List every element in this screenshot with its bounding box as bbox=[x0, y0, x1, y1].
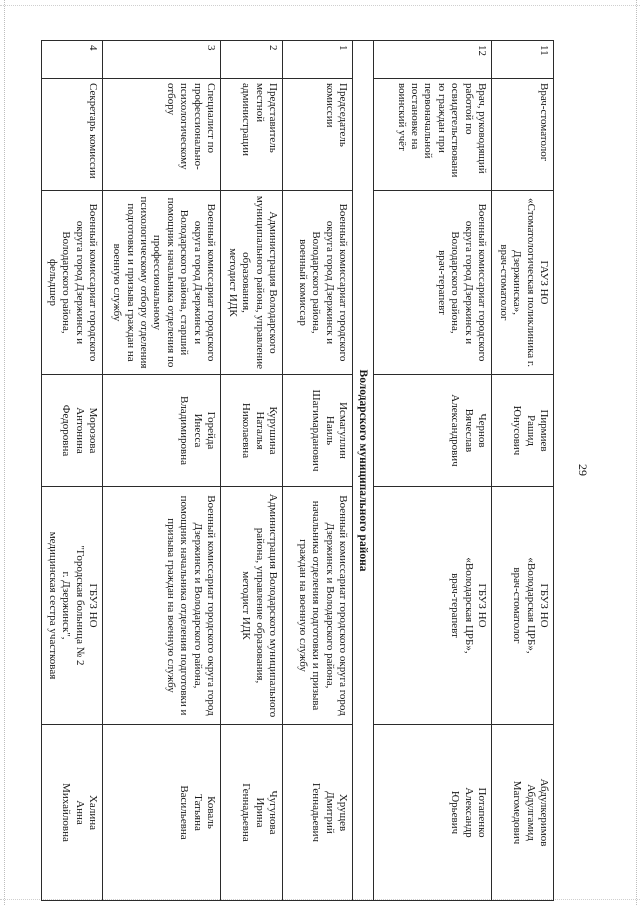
row-number: 4 bbox=[42, 41, 103, 79]
reserve-member-name-cell: Потапенко Александр Юрьевич bbox=[374, 725, 492, 901]
primary-member-name-cell: Морозова Антонина Федоровна bbox=[42, 375, 103, 487]
table-row bbox=[492, 41, 554, 901]
table-row bbox=[102, 41, 220, 901]
role-cell: Врач-стоматолог bbox=[492, 79, 554, 191]
row-number: 3 bbox=[102, 41, 220, 79]
table-row bbox=[42, 41, 103, 901]
reserve-organization-cell: Военный комиссариат городского округа город Дзержинск и Володарского района, помощник начальника отделения подготовки и призыва граждан на военную службу bbox=[102, 487, 220, 725]
scan-edge-top bbox=[0, 5, 640, 6]
primary-member-name-cell: Исмагуллин Наиль Шагимарданович bbox=[282, 375, 352, 487]
rotated-document-sheet bbox=[46, 40, 602, 900]
primary-organization-cell: ГАУЗ НО «Стоматологическая поликлиника г. Дзержинска», врач-стоматолог bbox=[492, 191, 554, 375]
role-cell: Председатель комиссии bbox=[282, 79, 352, 191]
row-number: 12 bbox=[374, 41, 492, 79]
primary-organization-cell: Военный комиссариат городского округа город Дзержинск и Володарского района, фельдшер bbox=[42, 191, 103, 375]
reserve-organization-cell: ГБУЗ НО "Городская больница № 2 г. Дзержинск", медицинская сестра участковая bbox=[42, 487, 103, 725]
section-header-row bbox=[352, 41, 373, 901]
reserve-organization-cell: Администрация Володарского муниципального района, управление образования, методист ИДК bbox=[220, 487, 282, 725]
scan-edge-right bbox=[636, 0, 637, 905]
reserve-member-name-cell: Абдулкеримов Абдулгамид Магомедович bbox=[492, 725, 554, 901]
role-cell: Секретарь комиссии bbox=[42, 79, 103, 191]
table-row bbox=[282, 41, 352, 901]
scan-edge-left bbox=[4, 0, 5, 905]
row-number: 11 bbox=[492, 41, 554, 79]
section-title: Володарского муниципального района bbox=[352, 41, 373, 901]
primary-member-name-cell: Курушина Наталья Николаевна bbox=[220, 375, 282, 487]
table-row bbox=[374, 41, 492, 901]
page-number: 29 bbox=[576, 464, 590, 476]
role-cell: Представитель местной администрации bbox=[220, 79, 282, 191]
reserve-member-name-cell: Халина Анна Михайловна bbox=[42, 725, 103, 901]
role-cell: Специалист по профессионально-психологическому отбору bbox=[102, 79, 220, 191]
row-number: 1 bbox=[282, 41, 352, 79]
reserve-member-name-cell: Чугунова Ирина Геннадьевна bbox=[220, 725, 282, 901]
commission-table bbox=[41, 40, 554, 901]
primary-member-name-cell: Горейда Инесса Владимировна bbox=[102, 375, 220, 487]
reserve-organization-cell: ГБУЗ НО «Володарская ЦРБ», врач-терапевт bbox=[374, 487, 492, 725]
primary-organization-cell: Военный комиссариат городского округа город Дзержинск и Володарского района, старший помощник начальника отделения по профессиональному психологическому отбору отделения подготовки и призыва граждан на военную службу bbox=[102, 191, 220, 375]
table-row bbox=[220, 41, 282, 901]
reserve-organization-cell: Военный комиссариат городского округа город Дзержинск и Володарского района, начальника отделения подготовки и призыва граждан на военную службу bbox=[282, 487, 352, 725]
primary-member-name-cell: Чернов Вячеслав Александрович bbox=[374, 375, 492, 487]
primary-organization-cell: Администрация Володарского муниципального района, управление образования, методист ИДК bbox=[220, 191, 282, 375]
primary-organization-cell: Военный комиссариат городского округа город Дзержинск и Володарского района, военный комиссар bbox=[282, 191, 352, 375]
row-number: 2 bbox=[220, 41, 282, 79]
primary-member-name-cell: Пирмиев Рашид Юнусович bbox=[492, 375, 554, 487]
reserve-member-name-cell: Коваль Татьяна Васильевна bbox=[102, 725, 220, 901]
primary-organization-cell: Военный комиссариат городского округа город Дзержинск и Володарского района, врач-терапевт bbox=[374, 191, 492, 375]
reserve-member-name-cell: Хрущев Дмитрий Геннадьевич bbox=[282, 725, 352, 901]
role-cell: Врач, руководящий работой по освидетельствовани ю граждан при первоначальной постановке на воинский учёт bbox=[374, 79, 492, 191]
reserve-organization-cell: ГБУЗ НО «Володарская ЦРБ», врач-стоматолог bbox=[492, 487, 554, 725]
